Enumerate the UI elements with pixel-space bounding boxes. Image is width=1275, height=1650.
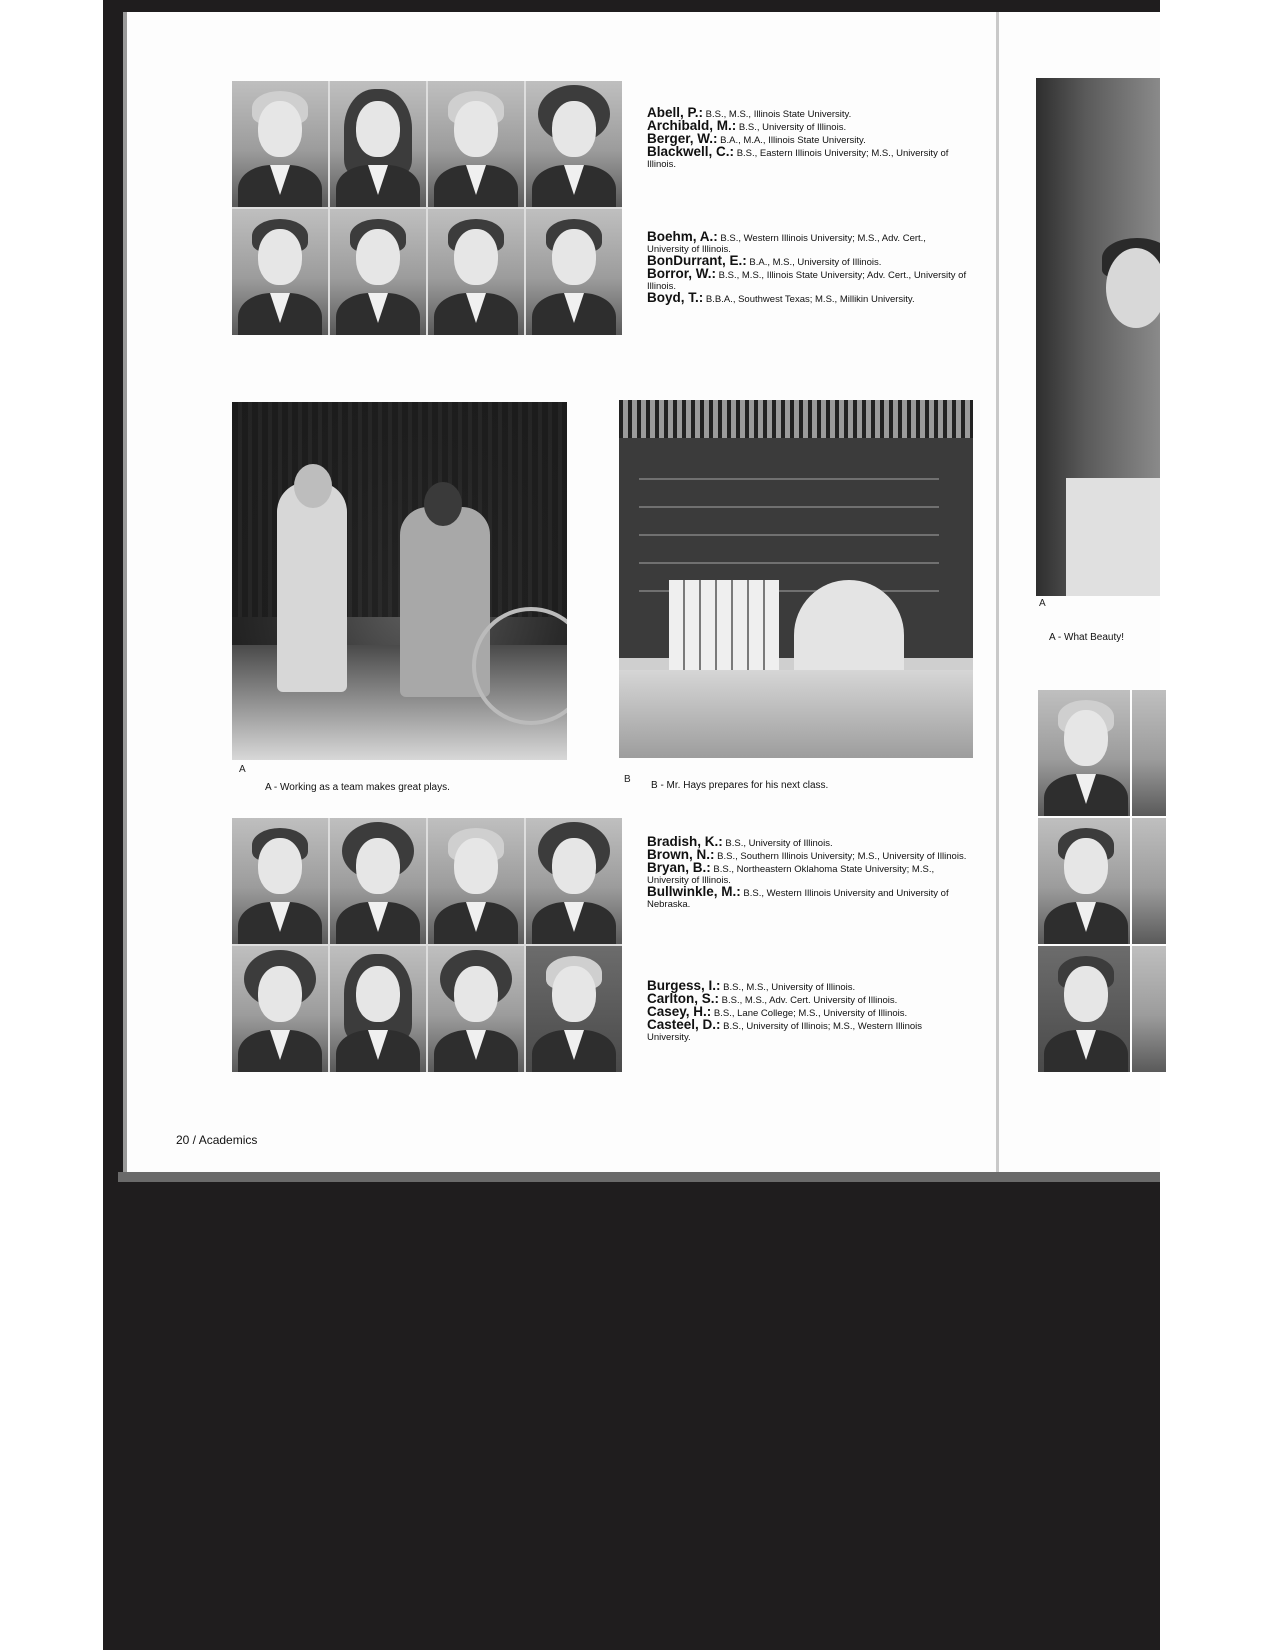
bios-group-4 (647, 980, 967, 1043)
portrait (428, 209, 524, 335)
bios-group-2 (647, 231, 967, 305)
portrait (1132, 818, 1166, 944)
bio-entry: Archibald, M.: B.S., University of Illinois. (647, 118, 847, 133)
photo-teacher-chalkboard (619, 400, 973, 758)
photo-a-caption: A - Working as a team makes great plays. (265, 782, 450, 793)
bio-entry: BonDurrant, E.: B.A., M.S., University of Illinois. (647, 253, 882, 268)
photo-b-caption: B - Mr. Hays prepares for his next class. (651, 780, 829, 791)
portrait-grid-2 (232, 818, 622, 1072)
photo-what-beauty (1036, 78, 1160, 596)
bios-group-1 (647, 107, 967, 170)
portrait (232, 818, 328, 944)
photo-stage-play (232, 402, 567, 760)
page-footer: 20 / Academics (176, 1133, 258, 1147)
bio-entry: Carlton, S.: B.S., M.S., Adv. Cert. University of Illinois. (647, 991, 898, 1006)
photo-a-letter: A (239, 764, 246, 775)
portrait (428, 818, 524, 944)
portrait (526, 818, 622, 944)
portrait (1132, 690, 1166, 816)
photo-c-caption: A - What Beauty! (1049, 632, 1125, 643)
bio-entry: Bradish, K.: B.S., University of Illinois. (647, 834, 833, 849)
portrait-grid-right (1038, 690, 1166, 1072)
bio-entry: Borror, W.: B.S., M.S., Illinois State University; Adv. Cert., University of Illinois. (647, 266, 967, 292)
bio-entry: Casey, H.: B.S., Lane College; M.S., University of Illinois. (647, 1004, 908, 1019)
portrait (1038, 690, 1130, 816)
portrait (330, 946, 426, 1072)
bio-entry: Bryan, B.: B.S., Northeastern Oklahoma State University; M.S., University of Illinois. (647, 860, 935, 886)
bio-entry: Burgess, I.: B.S., M.S., University of Illinois. (647, 978, 856, 993)
portrait (330, 818, 426, 944)
portrait (526, 209, 622, 335)
portrait (1038, 818, 1130, 944)
portrait-grid-1 (232, 81, 622, 335)
portrait (232, 81, 328, 207)
portrait (330, 81, 426, 207)
bio-entry: Brown, N.: B.S., Southern Illinois University; M.S., University of Illinois. (647, 847, 967, 862)
bio-entry: Blackwell, C.: B.S., Eastern Illinois University; M.S., University of Illinois. (647, 144, 949, 170)
portrait (1132, 946, 1166, 1072)
bio-entry: Berger, W.: B.A., M.A., Illinois State University. (647, 131, 866, 146)
portrait (526, 81, 622, 207)
bio-entry: Boehm, A.: B.S., Western Illinois University; M.S., Adv. Cert., University of Illinois. (647, 229, 926, 255)
photo-b-letter: B (624, 774, 631, 785)
portrait (330, 209, 426, 335)
bio-entry: Boyd, T.: B.B.A., Southwest Texas; M.S., Millikin University. (647, 290, 915, 305)
bio-entry: Bullwinkle, M.: B.S., Western Illinois University and University of Nebraska. (647, 884, 949, 910)
portrait (232, 946, 328, 1072)
portrait (428, 81, 524, 207)
page-gutter (996, 12, 999, 1175)
portrait (232, 209, 328, 335)
bios-group-3 (647, 836, 967, 910)
portrait (1038, 946, 1130, 1072)
page-bottom-edge (118, 1172, 1160, 1182)
bio-entry: Casteel, D.: B.S., University of Illinois; M.S., Western Illinois University. (647, 1017, 923, 1043)
photo-c-letter: A (1039, 598, 1046, 609)
portrait (526, 946, 622, 1072)
bio-entry: Abell, P.: B.S., M.S., Illinois State University. (647, 105, 852, 120)
portrait (428, 946, 524, 1072)
